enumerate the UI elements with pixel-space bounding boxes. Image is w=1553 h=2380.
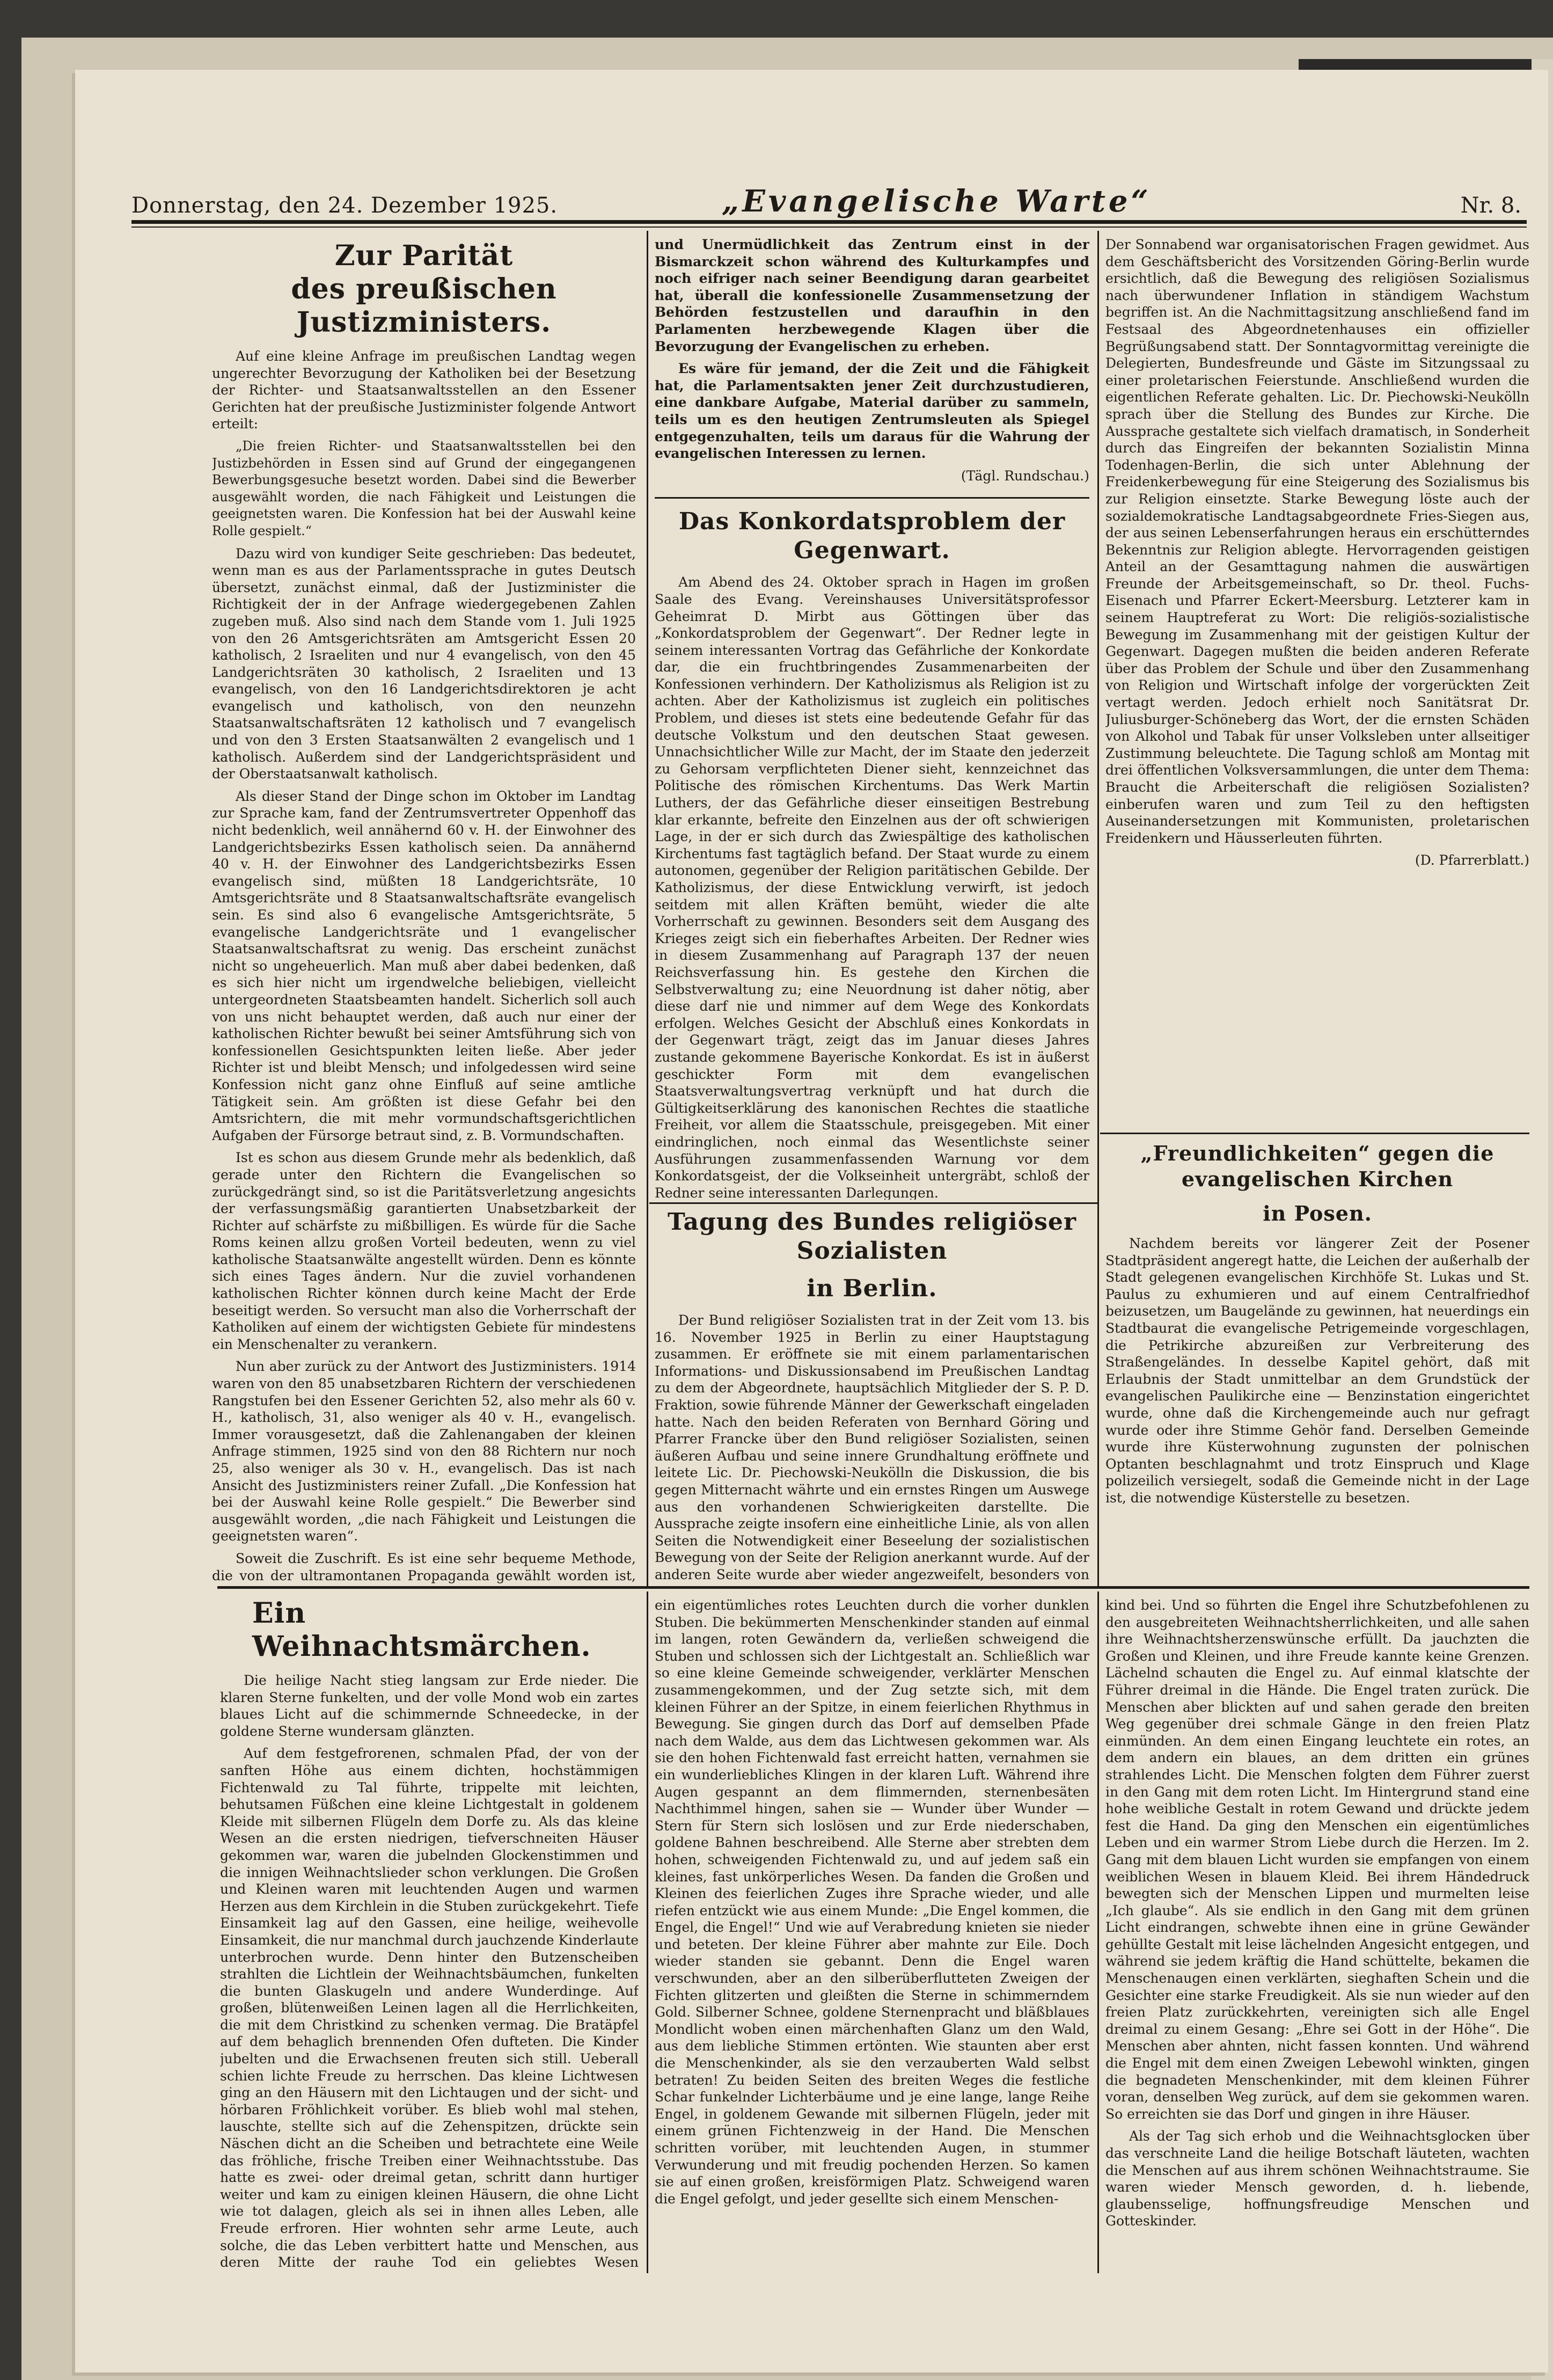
masthead-rule (131, 220, 1527, 224)
column-divider (1097, 231, 1099, 1589)
source-note: (D. Pfarrerblatt.) (1415, 852, 1529, 868)
paragraph: Auf eine kleine Anfrage im preußischen Landtag wegen ungerechter Bevorzugung der Katholiken bei der Besetzung der Richter- und Staatsanwaltsstellen an den Essener Gerichten hat der preußische Justizminister folgende Antwort erteilt: (212, 348, 636, 432)
column-divider (647, 1591, 648, 2273)
issue-number: Nr. 8. (1460, 193, 1521, 218)
article-tagung-col2 (655, 1208, 1089, 1583)
paragraph: Die heilige Nacht stieg langsam zur Erde nieder. Die klaren Sterne funkelten, und der volle Mond wob ein zartes blaues Licht auf die schimmernde Schneedecke, in der goldene Sterne wundersam glänzten. (220, 1673, 639, 1739)
paragraph: Es wäre für jemand, der die Zeit und die Fähigkeit hat, die Parlamentsakten jener Zeit durchzustudieren, eine dankbare Aufgabe, Material darüber zu sammeln, teils um es den heutigen Zentrumsleuten als Spiegel entgegenzuhalten, teils um daraus für die Wahrung der evangelischen Interessen zu lernen. (655, 361, 1089, 462)
masthead-rule-thin (131, 227, 1527, 228)
paragraph: Als der Tag sich erhob und die Weihnachtsglocken über das verschneite Land die heilige Botschaft läuteten, wachten die Menschen auf aus ihrem schönen Weihnachtstraume. Sie waren wieder Mensch geworden, d. h. liebende, glaubensselige, hoffnungsfreudige Menschen und Gotteskinder. (1105, 2128, 1529, 2229)
column-divider (647, 231, 648, 1589)
paragraph: Soweit die Zuschrift. Es ist eine sehr bequeme Methode, die von der ultramontanen Propaganda gewählt worden ist, (212, 1550, 636, 1583)
headline-justiz-2: des preußischen Justizministers. (291, 273, 557, 339)
source-note: (Tägl. Rundschau.) (961, 468, 1089, 484)
issue-date: Donnerstag, den 24. Dezember 1925. (131, 193, 558, 218)
article-weihnacht-col2 (655, 1597, 1089, 2271)
paragraph: Dazu wird von kundiger Seite geschrieben: Das bedeutet, wenn man es aus der Parlamentssprache in gutes Deutsch übersetzt, zunächst einmal, daß der Justizminister die Richtigkeit der in der Anfrage wiedergegebenen Zahlen zugeben muß. Also sind nach dem Stande vom 1. Juli 1925 von den 26 Amtsgerichtsräten am Amtsgericht Essen 20 katholisch, 2 Israeliten und nur 4 evangelisch, von den 45 Landgerichtsräten 30 katholisch, 2 Israeliten und 13 evangelisch, von den 16 Landgerichtsdirektoren je acht evangelisch und katholisch, von den neunzehn Staatsanwaltschaftsräten 12 katholisch und 7 evangelisch und von den 3 Ersten Staatsanwälten 2 evangelisch und 1 katholisch. Außerdem sind der Landgerichtspräsident und der Oberstaatsanwalt katholisch. (212, 545, 636, 782)
section-divider (1100, 1133, 1529, 1134)
section-divider (217, 1586, 1529, 1589)
article-weihnacht-col3 (1105, 1597, 1529, 2271)
headline-posen-1: „Freundlichkeiten“ gegen die evangelischen Kirchen (1140, 1141, 1495, 1191)
headline-tagung-2: in Berlin. (807, 1275, 937, 1302)
article-justiz (212, 236, 636, 1583)
newspaper-title: „Evangelische Warte“ (722, 184, 1152, 219)
headline-konkordat: Das Konkordatsproblem der Gegenwart. (655, 497, 1089, 565)
paragraph: Nun aber zurück zu der Antwort des Justizministers. 1914 waren von den 85 unabsetzbaren Richtern der verschiedenen Rangstufen bei den Essener Gerichten 52, also mehr als 60 v. H., katholisch, 31, also weniger als 40 v. H., evangelisch. Immer vorausgesetzt, daß die Zahlenangaben der kleinen Anfrage stimmen, 1925 sind von den 88 Richtern nur noch 25, also weniger als 30 v. H., evangelisch. Das ist nach Ansicht des Justizministers reiner Zufall. „Die Konfession hat bei der Auswahl keine Rolle gespielt.“ Die Bewerber sind ausgewählt worden, „die nach Fähigkeit und Leistungen die geeignetsten waren“. (212, 1359, 636, 1544)
paragraph: Der Bund religiöser Sozialisten trat in der Zeit vom 13. bis 16. November 1925 in Berlin zu einer Hauptstagung zusammen. Er eröffnete sie mit einem parlamentarischen Informations- und Diskussionsabend im Preußischen Landtag zu dem der Abgeordnete, hauptsächlich Mitglieder der S. P. D. Fraktion, sowie führende Männer der Gewerkschaft eingeladen hatte. Nach den beiden Referaten von Bernhard Göring und Pfarrer Francke über den Bund religiöser Sozialisten, seinen äußeren Aufbau und seine innere Grundhaltung eröffnete und leitete Lic. Dr. Piechowski-Neukölln die Diskussion, die bis gegen Mitternacht währte und ein ernstes Ringen um Auswege aus den vorhandenen Schwierigkeiten darstellte. Die Aussprache zeigte insofern eine einheitliche Linie, als von allen Seiten die Notwendigkeit einer Beseelung der sozialistischen Bewegung von der Seite der Religion anerkannt wurde. Auf der anderen Seite wurde aber wieder angezweifelt, besonders von (655, 1312, 1089, 1582)
paragraph: Auf dem festgefrorenen, schmalen Pfad, der von der sanften Höhe aus einem dichten, hochstämmigen Fichtenwald zu Tal führte, trippelte mit leichten, behutsamen Füßchen eine kleine Lichtgestalt in goldenem Kleide mit silbernen Flügeln dem Dorfe zu. Als das kleine Wesen an die ersten niedrigen, tiefverschneiten Häuser gekommen war, waren die jubelnden Glockenstimmen und die innigen Weihnachtslieder schon verklungen. Die Großen und Kleinen waren mit leuchtenden Augen und warmen Herzen aus dem Kirchlein in die Stuben zurückgekehrt. Tiefe Einsamkeit lag auf den Gassen, eine heilige, weihevolle Einsamkeit, die nur manchmal durch jauchzende Kinderlaute unterbrochen wurde. Denn hinter den Butzenscheiben strahlten die Lichtlein der Weihnachtsbäumchen, funkelten die bunten Glaskugeln und andere Wunderdinge. Auf großen, blütenweißen Leinen lagen all die Herrlichkeiten, die mit dem Christkind zu schenken vermag. Die Bratäpfel auf dem behaglich brennenden Ofen dufteten. Die Kinder jubelten und die Erwachsenen freuten sich still. Ueberall schien lichte Freude zu herrschen. Das kleine Lichtwesen ging an den Häusern mit den Lichtaugen und der sicht- und hörbaren Fröhlichkeit vorüber. Es blieb wohl mal stehen, lauschte, stellte sich auf die Zehenspitzen, drückte sein Näschen dicht an die Scheiben und betrachtete eine Weile das fröhliche, frische Treiben einer Weihnachtsstube. Das hatte es zwei- oder dreimal getan, schritt dann hurtiger weiter und kam zu einigen kleinen Häusern, die ohne Licht wie tot dalagen, gleich als sei in ihnen alles Leben, alle Freude erfroren. Hier wohnten sehr arme Leute, auch solche, die das Leben verbittert hatte und Menschen, aus deren Mitte der rauhe Tod ein geliebtes Wesen (220, 1746, 639, 2271)
section-divider (649, 1202, 1097, 1204)
article-tagung-col3 (1105, 236, 1529, 1127)
headline-weihnacht: Ein Weihnachtsmärchen. (252, 1597, 591, 1663)
column-divider (1097, 1591, 1099, 2273)
paragraph: Ist es schon aus diesem Grunde mehr als bedenklich, daß gerade unter den Richtern die Evangelischen so zurückgedrängt sind, so ist die Paritätsverletzung angesichts der verfassungsmäßig garantierten Unabsetzbarkeit der Richter auf schärfste zu mißbilligen. Es würde für die Sache Roms keinen allzu großen Vorteil bedeuten, wenn zu viel katholische Staatsanwälte angestellt würden. Denn es könnte sich eines Tages ändern. Nur die zuviel vorhandenen katholischen Richter können durch keine Macht der Erde beseitigt werden. So versucht man also die Vorherrschaft der Katholiken auf einem der wichtigsten Gebiete für mindestens ein Menschenalter zu verankern. (212, 1150, 636, 1352)
paragraph: Am Abend des 24. Oktober sprach in Hagen im großen Saale des Evang. Vereinshauses Universitätsprofessor Geheimrat D. Mirbt aus Göttingen über das „Konkordatsproblem der Gegenwart“. Der Redner legte in seinem interessanten Vortrag das Gefährliche der Konkordate dar, die ein fruchtbringendes Zusammenarbeiten der Konfessionen verhindern. Der Katholizismus als Religion ist zu achten. Aber der Katholizismus ist zugleich ein politisches Problem, und dieses ist stets eine bedeutende Gefahr für das deutsche Volkstum und den deutschen Staat gewesen. Unnachsichtlicher Wille zur Macht, der im Staate den jederzeit zu Gehorsam verpflichteten Diener sieht, kennzeichnet das Politische des römischen Kirchentums. Das Werk Martin Luthers, der das Gefährliche dieser einseitigen Bestrebung klar erkannte, befreite den Einzelnen aus der oft schwierigen Lage, in der er sich durch das Zwiespältige des katholischen Kirchentums fast tagtäglich befand. Der Staat wurde zu einem autonomen, gegenüber der Religion paritätischen Gebilde. Der Katholizismus, der diese Entwicklung verwirft, ist jedoch seitdem mit allen Kräften bemüht, wieder die alte Vorherrschaft zu gewinnen. Besonders seit dem Ausgang des Krieges zeigt sich ein fieberhaftes Arbeiten. Der Redner wies in diesem Zusammenhang auf Paragraph 137 der neuen Reichsverfassung hin. Es gestehe den Kirchen die Selbstverwaltung zu; eine Neuordnung ist daher nötig, aber diese darf nie und nimmer auf dem Wege des Konkordats erfolgen. Welches Gesicht der Abschluß eines Konkordats in der Gegenwart trägt, zeigt das im Januar dieses Jahres zustande gekommene Bayerische Konkordat. Es ist in äußerst geschickter Form mit dem evangelischen Staatsverwaltungsvertrag verknüpft und hat durch die Gültigkeitserklärung des kanonischen Rechtes die staatliche Freiheit, vor allem die Staatsschule, preisgegeben. Mit einer eindringlichen, noch einmal das Wesentlichste seiner Ausführungen zusammenfassenden Warnung vor dem Konkordatsgeist, der die Volkseinheit untergräbt, schloß der Redner seine interessanten Darlegungen. (655, 574, 1089, 1200)
paragraph: und Unermüdlichkeit das Zentrum einst in der Bismarckzeit schon während des Kulturkampfes und noch eifriger nach seiner Beendigung daran gearbeitet hat, überall die konfessionelle Zusammensetzung der Behörden festzustellen und daraufhin in den Parlamenten herzbewegende Klagen über die Bevorzugung der Evangelischen zu erheben. (655, 237, 1089, 354)
headline-justiz-1: Zur Parität (334, 239, 514, 272)
headline-posen-2: in Posen. (1263, 1201, 1372, 1225)
paragraph: Der Sonnabend war organisatorischen Fragen gewidmet. Aus dem Geschäftsbericht des Vorsitzenden Göring-Berlin wurde ersichtlich, daß die Bewegung des religiösen Sozialismus nach überwundener Inflation in ständigem Wachstum begriffen ist. An die Nachmittagsitzung anschließend fand im Festsaal des Abgeordnetenhauses ein offizieller Begrüßungsabend statt. Der Sonntagvormittag vereinigte die Delegierten, Bundesfreunde und Gäste im Sitzungssaal zu einer proletarischen Feierstunde. Anschließend wurden die eigentlichen Referate gehalten. Lic. Dr. Piechowski-Neukölln sprach über die Stellung des Bundes zur Kirche. Die Aussprache gestaltete sich vielfach dramatisch, in Sonderheit durch das Eingreifen der bekannten Sozialistin Minna Todenhagen-Berlin, die sich unter Ablehnung der Freidenkerbewegung für eine Steigerung des Sozialismus bis zur Religion einsetzte. Starke Bewegung löste auch der sozialdemokratische Landtagsabgeordnete Fries-Siegen aus, der aus seinen Lebenserfahrungen heraus ein erschütterndes Bekenntnis zur Religion ablegte. Hervorragenden geistigen Anteil an der Gesamttagung nahmen die auswärtigen Freunde der Arbeitsgemeinschaft, so Dr. theol. Fuchs-Eisenach und Pfarrer Eckert-Meersburg. Letzterer kam in seinem Hauptreferat zu Wort: Die religiös-sozialistische Bewegung im Zusammenhang mit der geistigen Kultur der Gegenwart. Dagegen mußten die beiden anderen Referate über das Problem der Schule und über den Zusammenhang von Religion und Wirtschaft infolge der vorgerückten Zeit vertagt werden. Jedoch erhielt noch Sanitätsrat Dr. Juliusburger-Schöneberg das Wort, der die ernsten Schäden von Alkohol und Tabak für unser Volksleben unter allseitiger Zustimmung beleuchtete. Die Tagung schloß am Montag mit drei öffentlichen Volksversammlungen, die unter dem Thema: Braucht die Arbeiterschaft die religiösen Sozialisten? einberufen waren und zum Teil zu den heftigsten Auseinandersetzungen mit Kommunisten, proletarischen Freidenkern und Häusserleuten führten. (1105, 237, 1529, 846)
paragraph: Nachdem bereits vor längerer Zeit der Posener Stadtpräsident angeregt hatte, die Leichen der außerhalb der Stadt gelegenen evangelischen Kirchhöfe St. Lukas und St. Paulus zu exhumieren und auf einem Centralfriedhof beizusetzen, um Baugelände zu gewinnen, hat neuerdings ein Stadtbaurat die evangelische Petrigemeinde vorgeschlagen, die Petrikirche abzureißen zur Verbreiterung des Straßengeländes. In desselbe Kapitel gehört, daß mit Erlaubnis der Stadt unmittelbar an dem Grundstück der evangelischen Paulikirche eine — Benzinstation eingerichtet wurde, ohne daß die Kirchengemeinde auch nur gefragt wurde oder ihre Stimme Gehör fand. Derselben Gemeinde wurde ihre Küsterwohnung zugunsten der polnischen Optanten beschlagnahmt und trotz Einspruch und Klage polizeilich versiegelt, sodaß die Gemeinde nicht in der Lage ist, die notwendige Küsterstelle zu besetzen. (1105, 1236, 1529, 1506)
column-middle-upper (655, 236, 1089, 1200)
article-weihnacht-col1 (220, 1597, 639, 2271)
quote-paragraph: „Die freien Richter- und Staatsanwaltsstellen bei den Justizbehörden in Essen sind auf Grund der eingegangenen Bewerbungsgesuche besetzt worden. Dabei sind die Bewerber ausgewählt worden, die nach Fähigkeit und Leistungen die geeignetsten waren. Die Konfession hat bei der Auswahl keine Rolle gespielt.“ (212, 438, 636, 538)
article-posen (1105, 1141, 1529, 1583)
headline-tagung-1: Tagung des Bundes religiöser Sozialisten (667, 1208, 1077, 1265)
paragraph: ein eigentümliches rotes Leuchten durch die vorher dunklen Stuben. Die bekümmerten Menschenkinder standen auf einmal im langen, roten Gewändern da, verließen schweigend die Stuben und schlossen sich der Lichtgestalt an. Schließlich war so eine kleine Gemeinde schweigender, verklärter Menschen zusammengekommen, und der Zug setzte sich, mit dem kleinen Führer an der Spitze, in einem feierlichen Rhythmus in Bewegung. Sie gingen durch das Dorf auf demselben Pfade nach dem Walde, aus dem das Lichtwesen gekommen war. Als sie den hohen Fichtenwald fast erreicht hatten, vernahmen sie ein wunderliebliches Klingen in der klaren Luft. Während ihre Augen gespannt an dem flimmernden, sternenbesäten Nachthimmel hingen, sahen sie — Wunder über Wunder — Stern für Stern sich loslösen und zur Erde niederschaben, goldene Bahnen beschreibend. Alle Sterne aber strebten dem hohen, schweigenden Fichtenwald zu, und auf jedem saß ein kleines, fast unkörperliches Wesen. Da fanden die Großen und Kleinen des feierlichen Zuges ihre Sprache wieder, und alle riefen entzückt wie aus einem Munde: „Die Engel kommen, die Engel, die Engel!“ Und wie auf Verabredung knieten sie nieder und beteten. Der kleine Führer aber mahnte zur Eile. Doch wieder standen sie gebannt. Denn die Engel waren verschwunden, aber an den silberüberflutteten Zweigen der Fichten glitzerten und gleißten die Sterne in schimmerndem Gold. Silberner Schnee, goldene Sternenpracht und bläßblaues Mondlicht woben einen märchenhaften Glanz um den Wald, aus dem liebliche Stimmen ertönten. Wie staunten aber erst die Menschenkinder, als sie den verzauberten Wald selbst betraten! Zu beiden Seiten des breiten Weges die festliche Schar funkelnder Lichterbäume und je eine lange, lange Reihe Engel, in goldenem Gewande mit silbernen Flügeln, jeder mit einem grünen Fichtenzweig in der Hand. Die Menschen schritten vorüber, mit leuchtenden Augen, in stummer Verwunderung und mit freudig pochenden Herzen. So kamen sie auf einen großen, kreisförmigen Platz. Schweigend waren die Engel gefolgt, und jeder gesellte sich einem Menschen- (655, 1597, 1089, 2207)
paragraph: Als dieser Stand der Dinge schon im Oktober im Landtag zur Sprache kam, fand der Zentrumsvertreter Oppenhoff das nicht bedenklich, weil annähernd 60 v. H. der Einwohner des Landgerichtsbezirks Essen katholisch seien. Da annähernd 40 v. H. der Einwohner des Landgerichtsbezirks Essen evangelisch sind, müßten 18 Landgerichtsräte, 10 Amtsgerichtsräte und 8 Staatsanwaltschaftsräte evangelisch sein. Es sind also 6 evangelische Amtsgerichtsräte, 5 evangelische Landgerichtsräte und 1 evangelischer Staatsanwaltschaftsrat zu wenig. Das erscheint zunächst nicht so ungeheuerlich. Man muß aber dabei bedenken, daß es sich hier nicht um irgendwelche beliebigen, vielleicht untergeordneten Staatsbeamten handelt. Sicherlich soll auch von uns nicht behauptet werden, daß auch nur einer der katholischen Richter bewußt bei seiner Amtsführung sich von konfessionellen Gesichtspunkten leiten ließe. Aber jeder Richter ist und bleibt Mensch; und infolgedessen wird seine Konfession nicht ganz ohne Einfluß auf seine amtliche Tätigkeit sein. Am größten ist diese Gefahr bei den Amtsrichtern, die mit mehr vormundschaftsgerichtlichen Aufgaben der Fürsorge betraut sind, z. B. Vormundschaften. (212, 788, 636, 1143)
paragraph: kind bei. Und so führten die Engel ihre Schutzbefohlenen zu den ausgebreiteten Weihnachtsherrlichkeiten, und alle sahen ihre Weihnachtsherzenswünsche erfüllt. Da jauchzten die Großen und Kleinen, und ihre Freude kannte keine Grenzen. Lächelnd schauten die Engel zu. Auf einmal klatschte der Führer dreimal in die Hände. Die Engel traten zurück. Die Menschen aber blickten auf und sahen gerade den breiten Weg gegenüber drei schmale Gänge in den freien Platz einmünden. An dem einen Eingang leuchtete ein rotes, an dem andern ein blaues, an dem dritten ein grünes strahlendes Licht. Die Menschen folgten dem Führer zuerst in den Gang mit dem roten Licht. Im Hintergrund stand eine hohe weibliche Gestalt in rotem Gewand und drückte jedem fest die Hand. Da ging den Menschen ein eigentümliches Leben und ein warmer Strom Liebe durch die Herzen. Im 2. Gang mit dem blauen Licht wurden sie empfangen von einem weiblichen Wesen in blauem Kleid. Bei ihrem Händedruck bewegten sich der Menschen Lippen und murmelten leise „Ich glaube“. Als sie endlich in den Gang mit dem grünen Licht eindrangen, schwebte ihnen eine in grüne Gewänder gehüllte Gestalt mit leise lächelnden Angesicht entgegen, und während sie jedem kräftig die Hand schüttelte, bekamen die Menschenaugen einen verklärten, sieghaften Schein und die Gesichter eine starke Freudigkeit. Als sie nun wieder auf den freien Platz zurückkehrten, vereinigten sich alle Engel dreimal zu einem Gesang: „Ehre sei Gott in der Höhe“. Die Menschen aber ahnten, nicht fassen konnten. Und während die Engel mit dem einen Zweigen Lebewohl winkten, gingen die begnadeten Menschenkinder, mit dem kleinen Führer voran, denselben Weg zurück, auf dem sie gekommen waren. So erreichten sie das Dorf und gingen in ihre Häuser. (1105, 1597, 1529, 2122)
